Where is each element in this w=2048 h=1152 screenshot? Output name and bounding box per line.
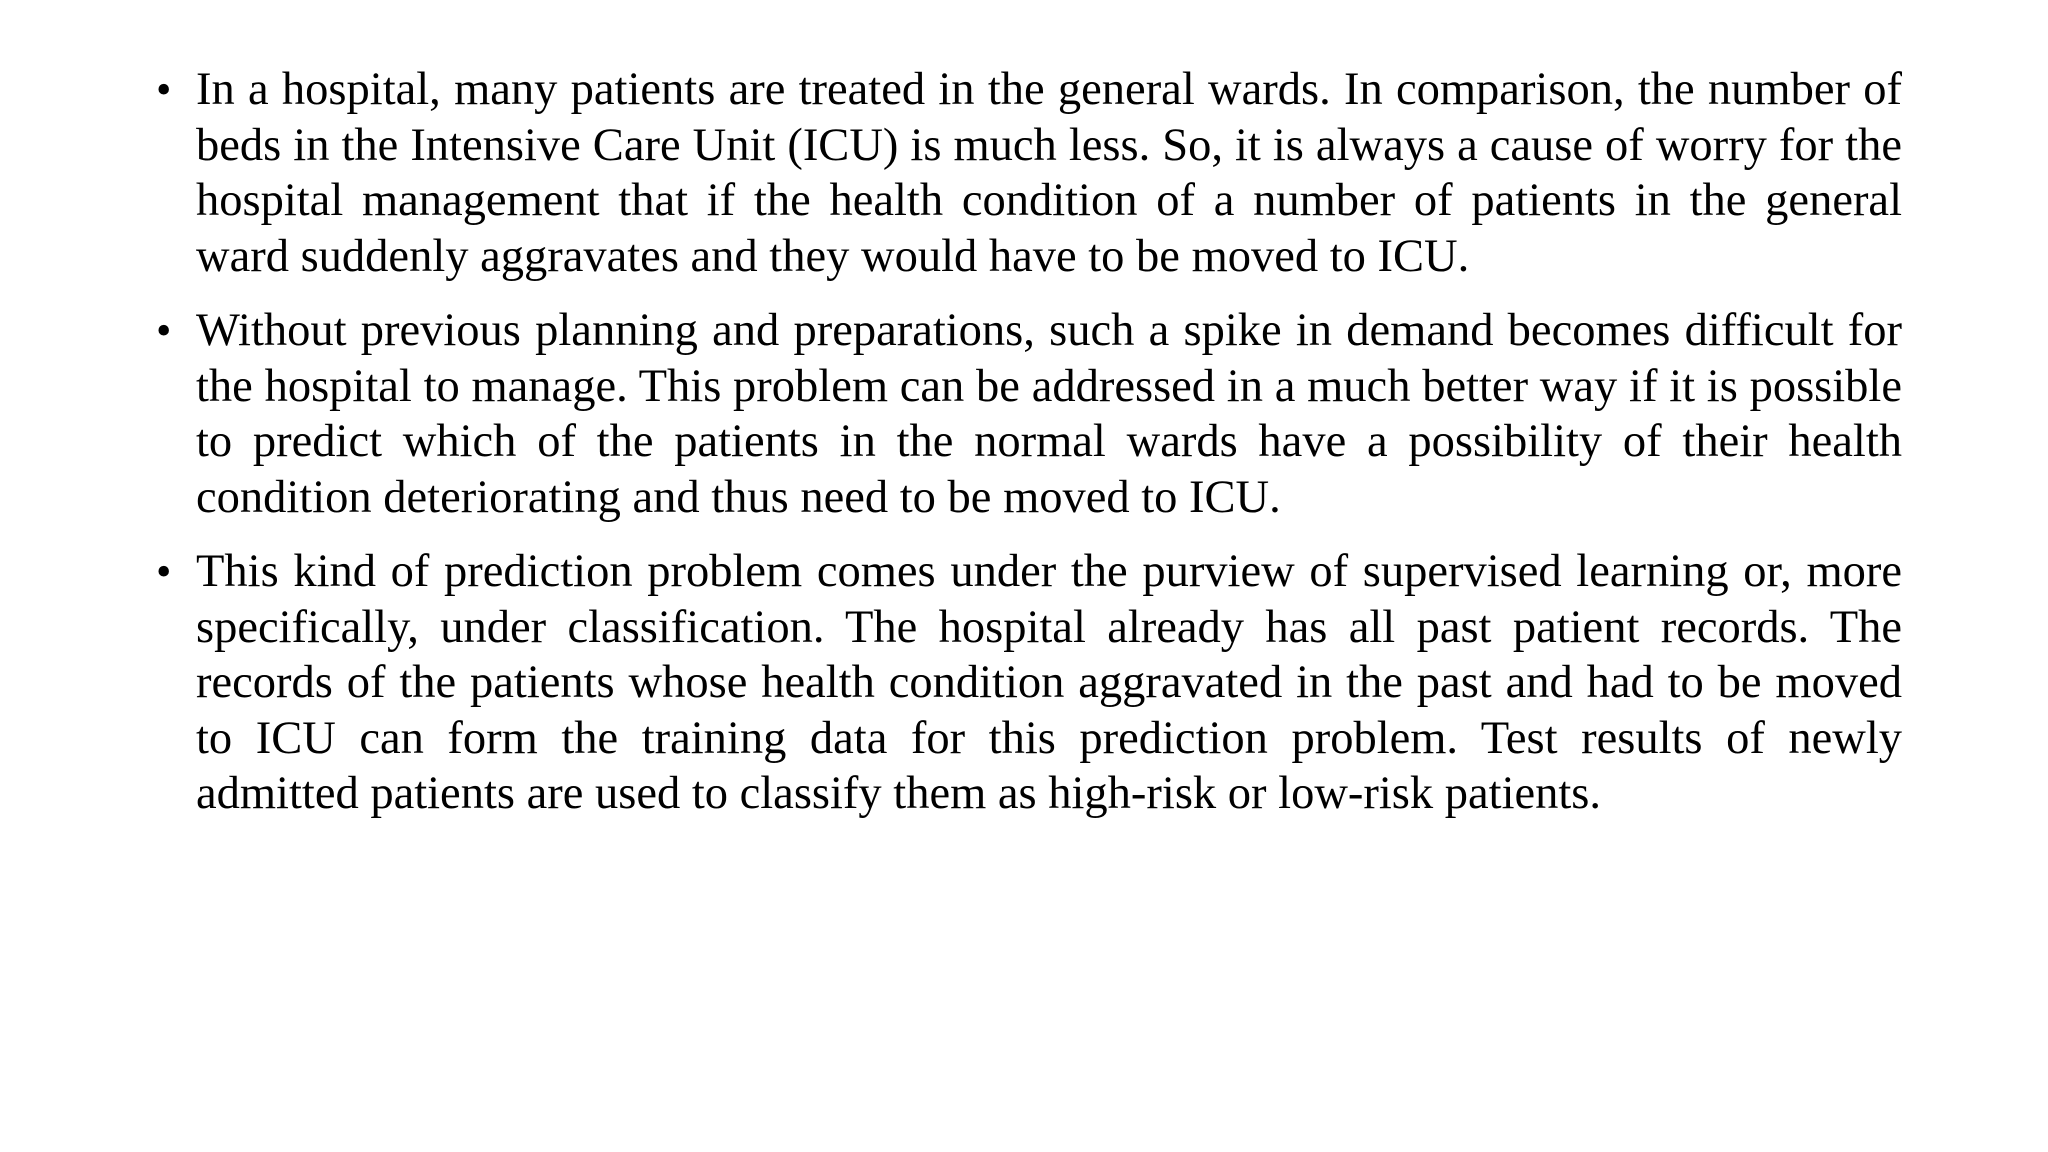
bullet-icon: • [156,65,172,114]
bullet-text: In a hospital, many patients are treated in the general wards. In comparison, the number of beds in the Intensive Care Unit (ICU) is much less. So, it is always a cause of worry for the hospital management that if the health condition of a number of patients in the general ward suddenly aggravates and they would have to be moved to ICU. [196,64,1902,282]
bullet-list [152,62,1902,841]
bullet-item-planning-prediction [152,303,1902,525]
bullet-icon: • [156,306,172,355]
bullet-icon: • [156,547,172,596]
bullet-item-supervised-classification [152,544,1902,822]
bullet-text: This kind of prediction problem comes under the purview of supervised learning or, more specifically, under classification. The hospital already has all past patient records. The records of the patients whose health condition aggravated in the past and had to be moved to ICU can form the training data for this prediction problem. Test results of newly admitted patients are used to classify them as high-risk or low-risk patients. [196,546,1902,819]
bullet-text: Without previous planning and preparations, such a spike in demand becomes difficult for the hospital to manage. This problem can be addressed in a much better way if it is possible to predict which of the patients in the normal wards have a possibility of their health condition deteriorating and thus need to be moved to ICU. [196,305,1902,523]
bullet-item-hospital-icu-beds [152,62,1902,284]
